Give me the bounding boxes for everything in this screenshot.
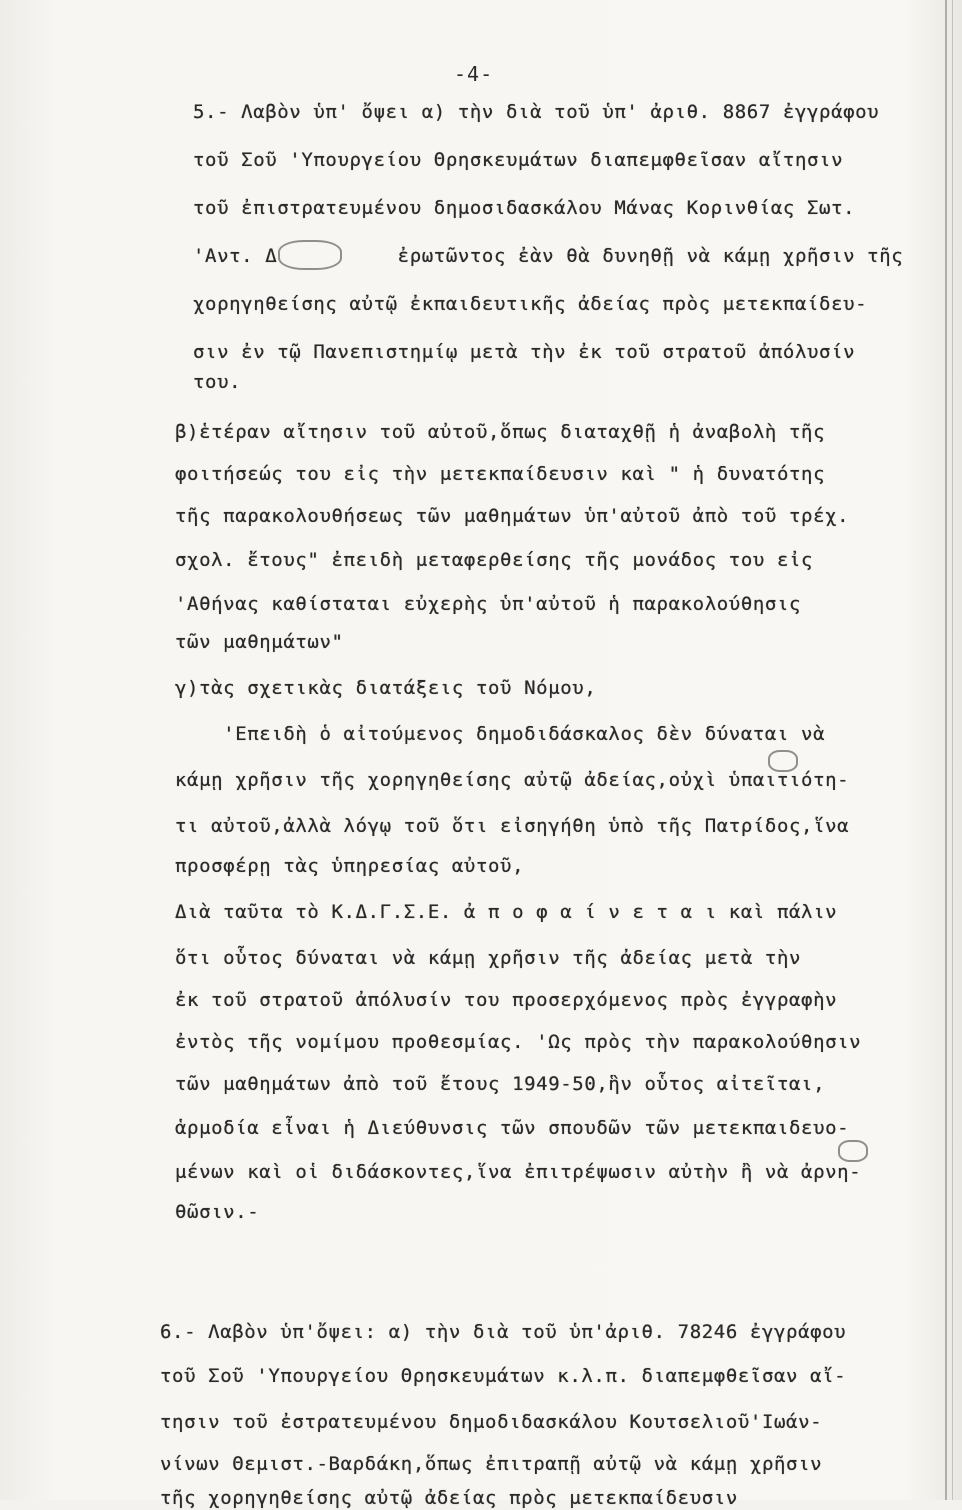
text-line: ὅτι οὗτος δύναται νὰ κάμῃ χρῆσιν τῆς ἀδείας μετὰ τὴν — [175, 947, 802, 969]
text-line: τῆς παρακολουθήσεως τῶν μαθημάτων ὑπ'αὐτοῦ ἀπὸ τοῦ τρέχ. — [175, 505, 850, 527]
page-edge-line — [952, 0, 953, 1500]
handwritten-correction-scribble — [278, 240, 342, 270]
text-line: τῶν μαθημάτων" — [175, 631, 344, 653]
text-line: φοιτήσεώς του εἰς τὴν μετεκπαίδευσιν καὶ " ἡ δυνατότης — [175, 463, 826, 485]
handwritten-insertion-mark — [838, 1140, 868, 1162]
text-line: Διὰ ταῦτα τὸ Κ.Δ.Γ.Σ.Ε. ἀ π ο φ α ί ν ε τ α ι καὶ πάλιν — [175, 901, 838, 923]
text-line: τι αὐτοῦ,ἀλλὰ λόγῳ τοῦ ὅτι εἰσηγήθη ὑπὸ τῆς Πατρίδος,ἵνα — [175, 815, 850, 837]
text-line: τησιν τοῦ ἐστρατευμένου δημοδιδασκάλου Κουτσελιοῦ'Ιωάν- — [160, 1411, 823, 1433]
text-line: τοῦ Σοῦ 'Υπουργείου Θρησκευμάτων διαπεμφθεῖσαν αἴτησιν — [193, 149, 844, 171]
text-line: σιν ἐν τῷ Πανεπιστημίῳ μετὰ τὴν ἐκ τοῦ στρατοῦ ἀπόλυσίν — [193, 341, 856, 363]
text-line: θῶσιν.- — [175, 1201, 260, 1223]
text-line: τοῦ ἐπιστρατευμένου δημοσιδασκάλου Μάνας Κορινθίας Σωτ. — [193, 197, 856, 219]
text-line: τοῦ Σοῦ 'Υπουργείου Θρησκευμάτων κ.λ.π. διαπεμφθεῖσαν αἴ- — [160, 1365, 847, 1387]
text-line: γ)τὰς σχετικὰς διατάξεις τοῦ Νόμου, — [175, 677, 597, 699]
text-line: τῶν μαθημάτων ἀπὸ τοῦ ἔτους 1949-50,ἣν οὗτος αἰτεῖται, — [175, 1073, 826, 1095]
text-line: 'Αθήνας καθίσταται εὐχερὴς ὑπ'αὐτοῦ ἡ παρακολούθησις — [175, 593, 802, 615]
text-line: μένων καὶ οἱ διδάσκοντες,ἵνα ἐπιτρέψωσιν αὐτὴν ἢ νὰ ἀρνη- — [175, 1161, 862, 1183]
text-line: β)ἑτέραν αἴτησιν τοῦ αὐτοῦ,ὅπως διαταχθῇ ἡ ἀναβολὴ τῆς — [175, 421, 826, 443]
text-line: 'Επειδὴ ὁ αἰτούμενος δημοδιδάσκαλος δὲν δύναται νὰ — [175, 723, 826, 745]
text-line: 6.- Λαβὸν ὑπ'ὄψει: α) τὴν διὰ τοῦ ὑπ'ἀριθ. 78246 ἐγγράφου — [160, 1321, 847, 1343]
handwritten-insertion-mark — [768, 750, 798, 772]
text-line: 'Αντ. Δ ἐρωτῶντος ἐὰν θὰ δυνηθῇ νὰ κάμῃ χρῆσιν τῆς — [193, 245, 904, 267]
text-line: νίνων Θεμιστ.-Βαρδάκη,ὅπως ἐπιτραπῇ αὐτῷ νὰ κάμῃ χρῆσιν — [160, 1453, 823, 1475]
text-line: σχολ. ἔτους" ἐπειδὴ μεταφερθείσης τῆς μονάδος του εἰς — [175, 549, 814, 571]
text-line: χορηγηθείσης αὐτῷ ἐκπαιδευτικῆς ἀδείας πρὸς μετεκπαίδευ- — [193, 293, 868, 315]
text-line: τῆς χορηγηθείσης αὐτῷ ἀδείας πρὸς μετεκπαίδευσιν — [160, 1487, 738, 1509]
page-number: -4- — [454, 62, 494, 86]
text-line: 5.- Λαβὸν ὑπ' ὄψει α) τὴν διὰ τοῦ ὑπ' ἀριθ. 8867 ἐγγράφου — [193, 101, 880, 123]
text-line: προσφέρῃ τὰς ὑπηρεσίας αὐτοῦ, — [175, 855, 525, 877]
text-line: ἁρμοδία εἶναι ἡ Διεύθυνσις τῶν σπουδῶν τῶν μετεκπαιδευο- — [175, 1117, 850, 1139]
text-line: ἐντὸς τῆς νομίμου προθεσμίας. 'Ως πρὸς τὴν παρακολούθησιν — [175, 1031, 862, 1053]
page-edge-line — [945, 0, 947, 1500]
text-line: ἐκ τοῦ στρατοῦ ἀπόλυσίν του προσερχόμενος πρὸς ἐγγραφὴν — [175, 989, 838, 1011]
text-line: κάμῃ χρῆσιν τῆς χορηγηθείσης αὐτῷ ἀδείας,οὐχὶ ὑπαιτιότη- — [175, 769, 850, 791]
text-line: του. — [193, 371, 242, 393]
